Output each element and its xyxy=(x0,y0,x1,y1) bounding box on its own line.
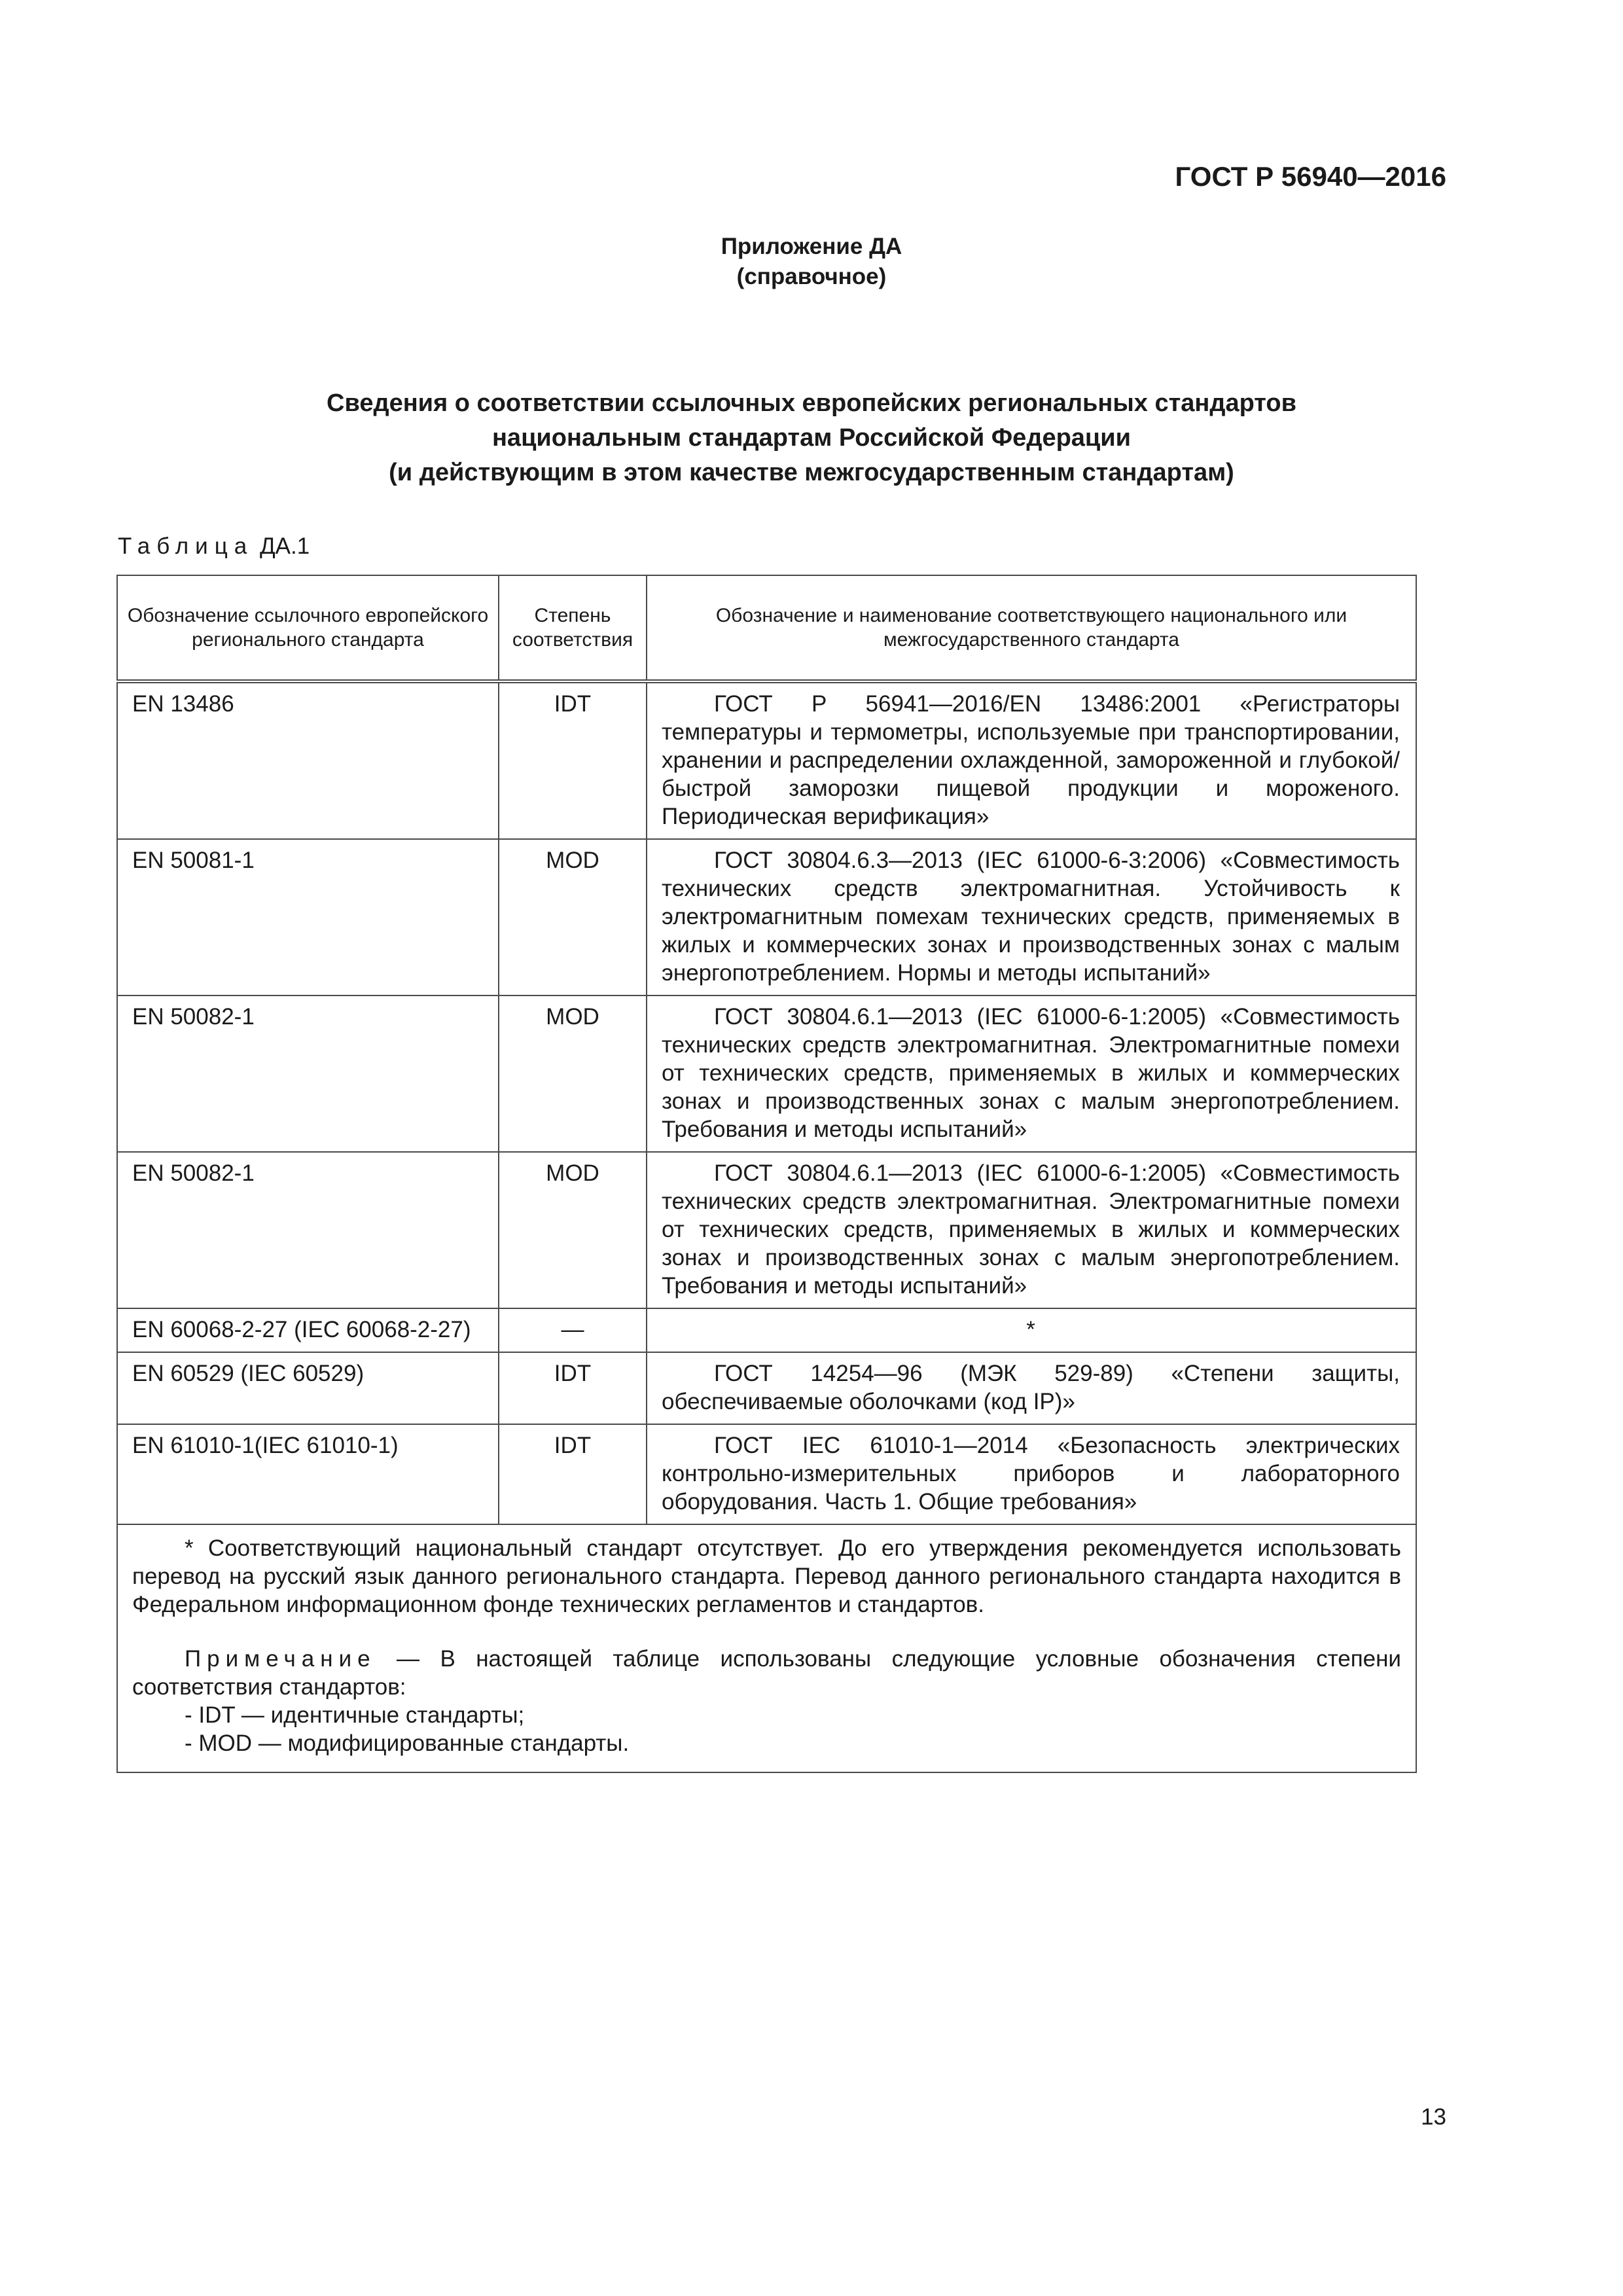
title-line-1: Сведения о соответствии ссылочных европейских региональных стандартов xyxy=(327,389,1296,417)
correspondence-table xyxy=(116,575,1417,1773)
reference-cell: EN 13486 xyxy=(117,681,499,839)
title-line-2: национальным стандартам Российской Федерации xyxy=(491,424,1131,452)
national-cell-wrapper xyxy=(647,1352,1416,1424)
appendix-type: (справочное) xyxy=(736,264,887,289)
reference-cell: EN 50082-1 xyxy=(117,996,499,1152)
national-cell: * xyxy=(647,1308,1416,1352)
table-label-word: Таблица xyxy=(118,533,254,559)
table-label xyxy=(118,531,310,562)
degree-cell: MOD xyxy=(499,996,647,1152)
note-paragraph xyxy=(132,1645,1401,1701)
degree-cell: MOD xyxy=(499,1152,647,1308)
national-cell: ГОСТ 30804.6.3—2013 (IEC 61000-6-3:2006) «Совместимость технических средств электромагнитная. Устойчивость к электромагнитным помехам технических средств, применяемых в жилых и коммерческих зонах и производственных зонах с малым энергопотреблением. Нормы и методы испытаний» xyxy=(662,848,1400,986)
table-label-number: ДА.1 xyxy=(259,533,310,559)
reference-cell: EN 50082-1 xyxy=(117,1152,499,1308)
degree-cell: IDT xyxy=(499,681,647,839)
header-national-standard: Обозначение и наименование соответствующего национального или межгосударственного стандарта xyxy=(647,575,1416,681)
table-row xyxy=(117,681,1416,839)
national-cell-wrapper xyxy=(647,996,1416,1152)
section-title xyxy=(131,386,1492,490)
document-code: ГОСТ Р 56940—2016 xyxy=(1175,161,1446,192)
header-reference-standard: Обозначение ссылочного европейского регионального стандарта xyxy=(117,575,499,681)
note-label: Примечание xyxy=(185,1646,376,1672)
national-cell: ГОСТ IEC 61010-1—2014 «Безопасность электрических контрольно-измерительных приборов и лабораторного оборудования. Часть 1. Общие требования» xyxy=(662,1433,1400,1515)
table-row xyxy=(117,1152,1416,1308)
reference-cell: EN 50081-1 xyxy=(117,839,499,996)
title-line-3: (и действующим в этом качестве межгосударственным стандартам) xyxy=(389,459,1234,486)
table-row xyxy=(117,1424,1416,1524)
note-item-idt: - IDT — идентичные стандарты; xyxy=(185,1702,525,1728)
national-cell-wrapper xyxy=(647,681,1416,839)
national-cell-wrapper xyxy=(647,839,1416,996)
degree-cell: MOD xyxy=(499,839,647,996)
table-notes-row xyxy=(117,1524,1416,1772)
table-row xyxy=(117,996,1416,1152)
national-cell-wrapper xyxy=(647,1152,1416,1308)
table-header-row xyxy=(117,575,1416,681)
national-cell: ГОСТ 30804.6.1—2013 (IEC 61000-6-1:2005) «Совместимость технических средств электромагнитная. Электромагнитные помехи от технических средств, применяемых в жилых и коммерческих зонах и производственных зонах с малым энергопотреблением. Требования и методы испытаний» xyxy=(662,1160,1400,1299)
footnote: * Соответствующий национальный стандарт отсутствует. До его утверждения рекомендуется использовать перевод на русский язык данного регионального стандарта. Перевод данного регионального стандарта находится в Федеральном информационном фонде технических регламентов и стандартов. xyxy=(132,1535,1401,1617)
table-row xyxy=(117,1352,1416,1424)
notes-spacer xyxy=(132,1619,1401,1645)
degree-cell: IDT xyxy=(499,1424,647,1524)
appendix-name: Приложение ДА xyxy=(721,234,902,259)
national-cell: ГОСТ 14254—96 (МЭК 529-89) «Степени защиты, обеспечиваемые оболочками (код IP)» xyxy=(662,1361,1400,1414)
note-text: — В настоящей таблице использованы следующие условные обозначения степени соответствия стандартов: xyxy=(132,1646,1401,1700)
appendix-heading xyxy=(0,232,1623,292)
table-notes xyxy=(117,1524,1416,1772)
note-item-mod: - MOD — модифицированные стандарты. xyxy=(185,1731,630,1756)
reference-cell: EN 60068-2-27 (IEC 60068-2-27) xyxy=(117,1308,499,1352)
page-number: 13 xyxy=(1421,2104,1446,2130)
degree-cell: — xyxy=(499,1308,647,1352)
degree-cell: IDT xyxy=(499,1352,647,1424)
header-degree: Степень соответствия xyxy=(499,575,647,681)
national-cell: ГОСТ Р 56941—2016/EN 13486:2001 «Регистраторы температуры и термометры, используемые при транспортировании, хранении и распределении охлажденной, замороженной и глубокой/быстрой заморозки пищевой продукции и мороженого. Периодическая верификация» xyxy=(662,691,1400,829)
table-row xyxy=(117,839,1416,996)
reference-cell: EN 60529 (IEC 60529) xyxy=(117,1352,499,1424)
national-cell: ГОСТ 30804.6.1—2013 (IEC 61000-6-1:2005) «Совместимость технических средств электромагнитная. Электромагнитные помехи от технических средств, применяемых в жилых и коммерческих зонах и производственных зонах с малым энергопотреблением. Требования и методы испытаний» xyxy=(662,1004,1400,1142)
national-cell-wrapper xyxy=(647,1424,1416,1524)
reference-cell: EN 61010-1(IEC 61010-1) xyxy=(117,1424,499,1524)
table-row xyxy=(117,1308,1416,1352)
